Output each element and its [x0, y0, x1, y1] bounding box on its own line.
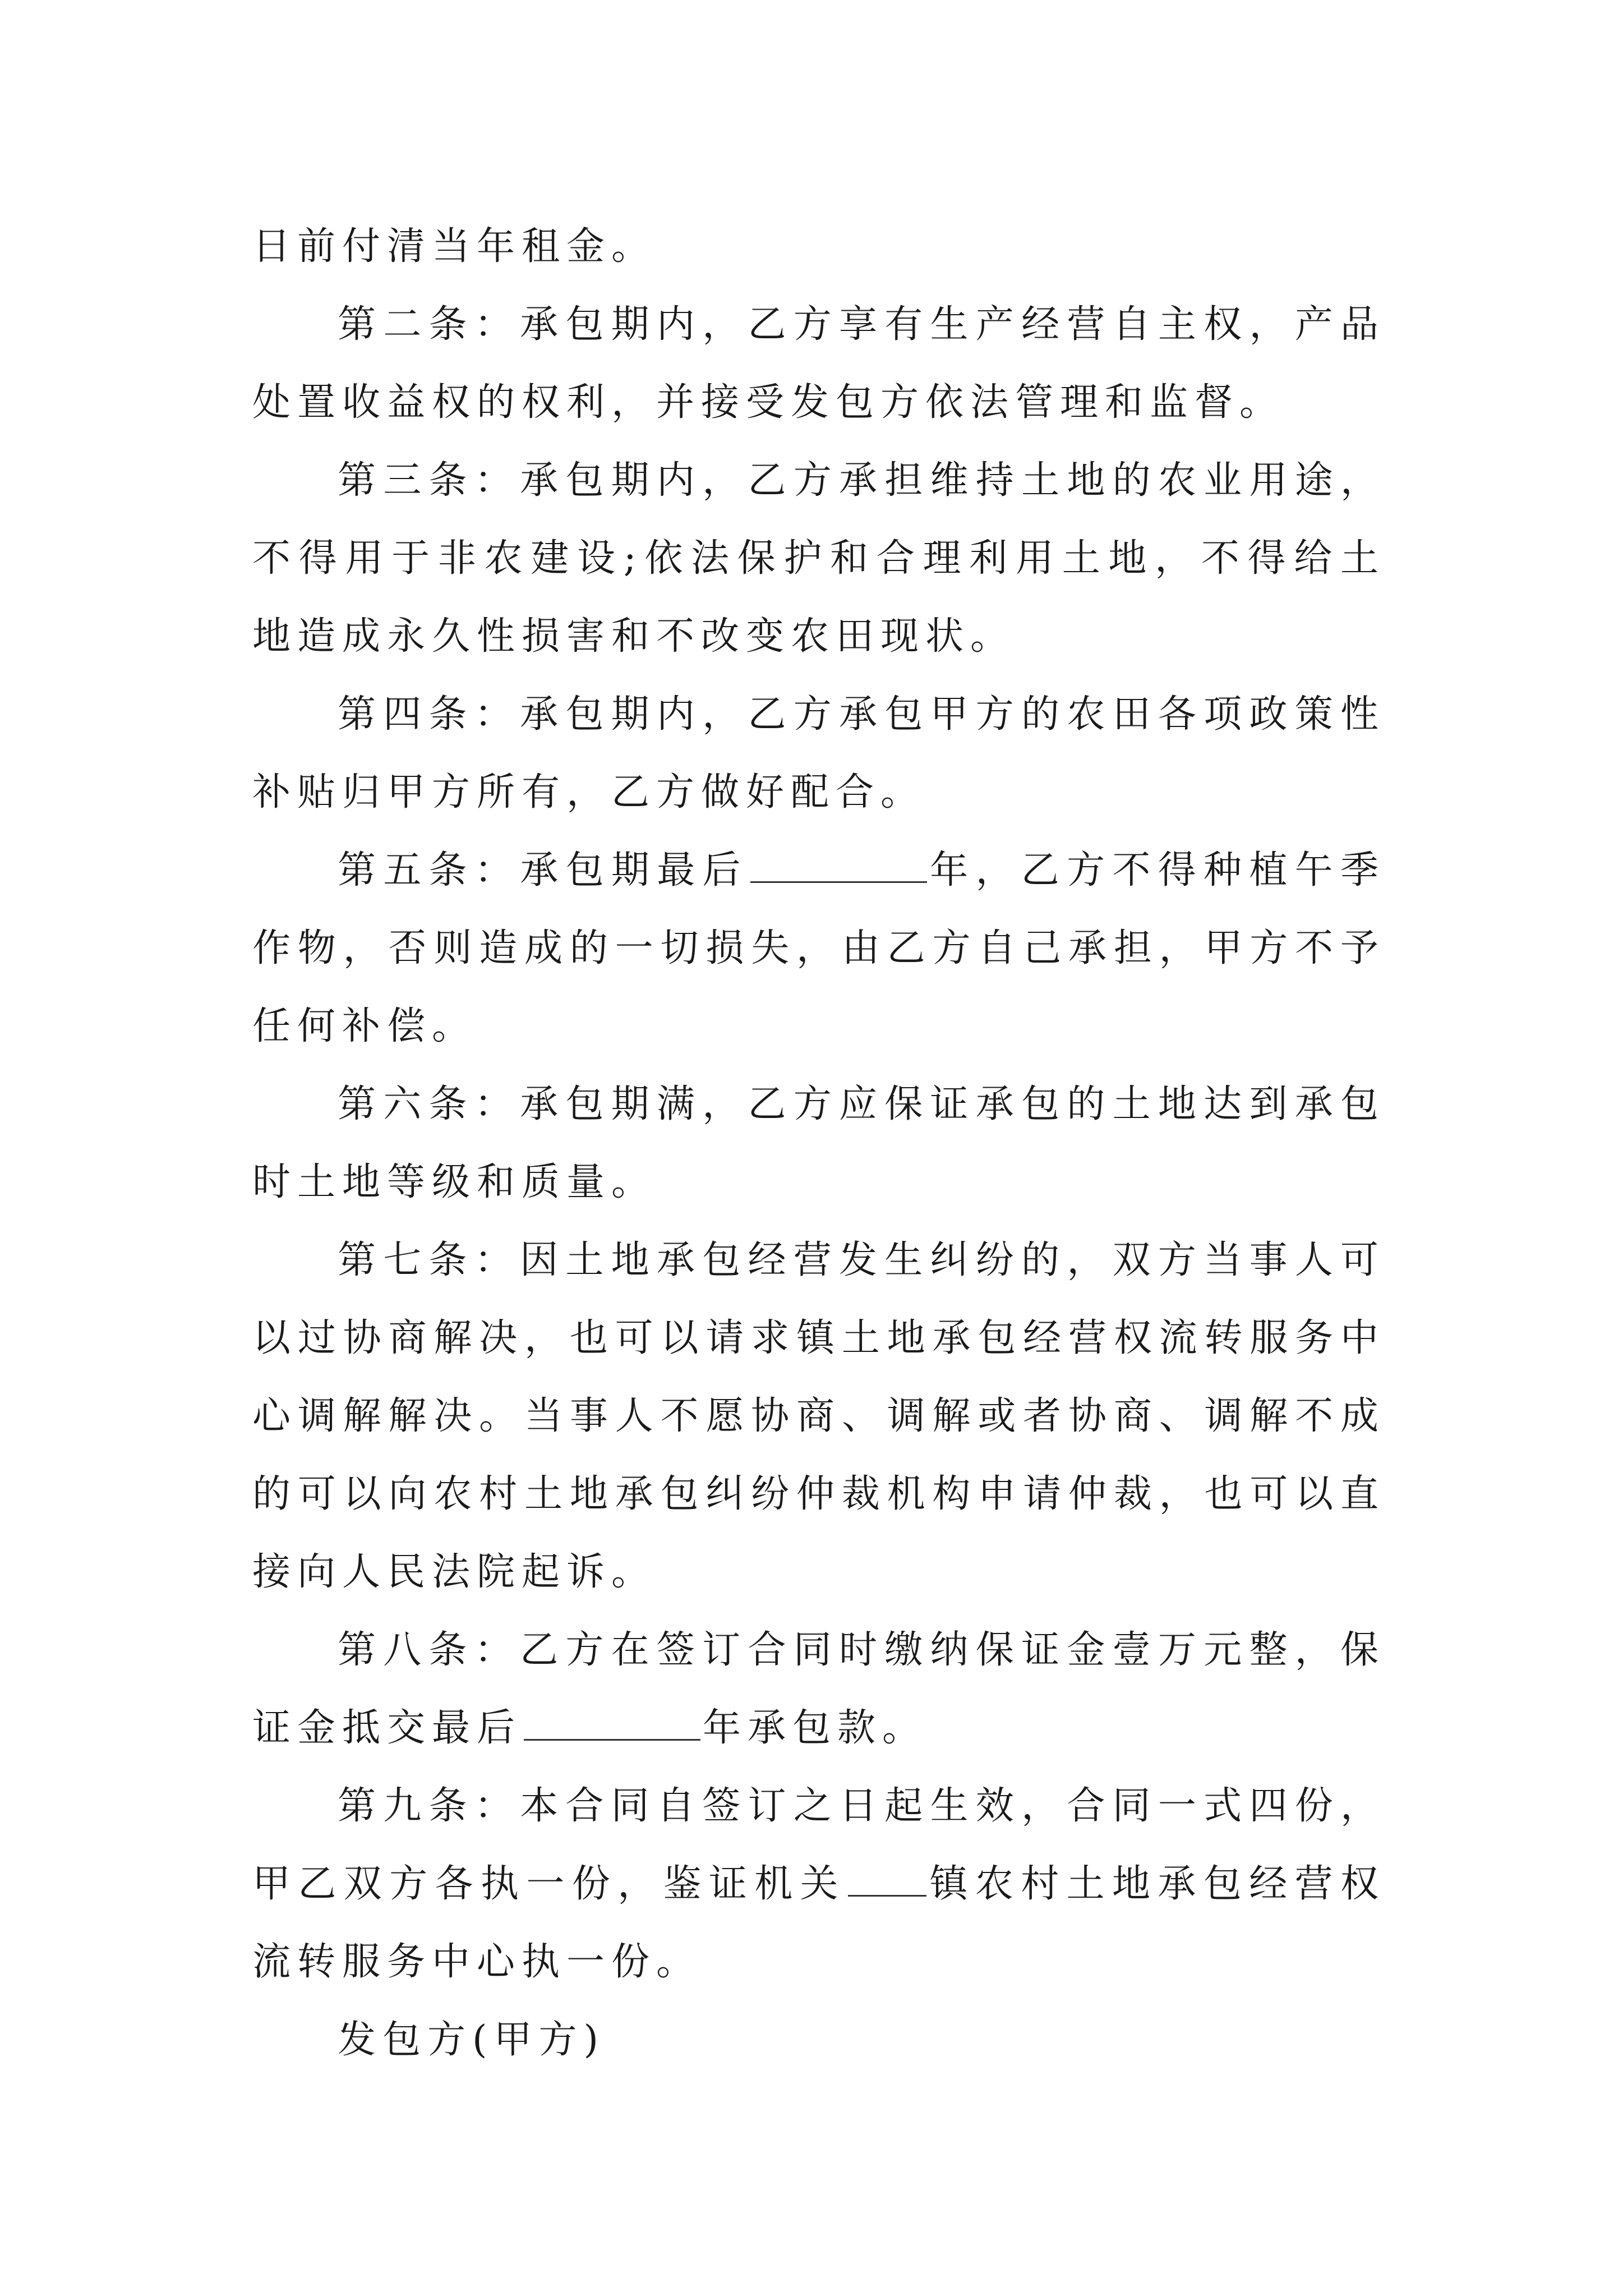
article-8 [252, 1611, 1385, 1767]
article-9-before: 第九条：本合同自签订之日起生效，合同一式四份，甲乙双方各执一份，鉴证机关 [252, 1784, 1385, 1906]
paragraph-rent-continuation: 日前付清当年租金。 [252, 224, 657, 269]
article-4: 第四条：承包期内，乙方承包甲方的农田各项政策性补贴归甲方所有，乙方做好配合。 [252, 692, 1385, 815]
article-8-before: 第八条：乙方在签订合同时缴纳保证金壹万元整，保证金抵交最后 [252, 1628, 1385, 1750]
article-8-after: 年承包款。 [703, 1706, 928, 1750]
document-page [252, 208, 1385, 2079]
article-3: 第三条：承包期内，乙方承担维持土地的农业用途，不得用于非农建设;依法保护和合理利用土地，不得给土地造成永久性损害和不改变农田现状。 [252, 458, 1385, 659]
article-9 [252, 1767, 1385, 2001]
article-9-after: 镇农村土地承包经营权流转服务中心执一份。 [252, 1862, 1385, 1984]
blank-line [524, 1703, 700, 1741]
blank-line [848, 1858, 926, 1897]
article-5 [252, 831, 1385, 1065]
article-6: 第六条：承包期满，乙方应保证承包的土地达到承包时土地等级和质量。 [252, 1082, 1385, 1204]
article-2: 第二条：承包期内，乙方享有生产经营自主权，产品处置收益权的权利，并接受发包方依法管理和监督。 [252, 302, 1385, 425]
party-a-label: 发包方(甲方) [338, 2018, 606, 2062]
article-7: 第七条：因土地承包经营发生纠纷的，双方当事人可以过协商解决，也可以请求镇土地承包经营权流转服务中心调解解决。当事人不愿协商、调解或者协商、调解不成的可以向农村土地承包纠纷仲裁机构申请仲裁，也可以直接向人民法院起诉。 [252, 1238, 1385, 1594]
article-5-after: 年，乙方不得种植午季作物，否则造成的一切损失，由乙方自己承担，甲方不予任何补偿。 [252, 848, 1385, 1048]
blank-line [750, 845, 927, 883]
article-5-before: 第五条：承包期最后 [338, 848, 748, 892]
